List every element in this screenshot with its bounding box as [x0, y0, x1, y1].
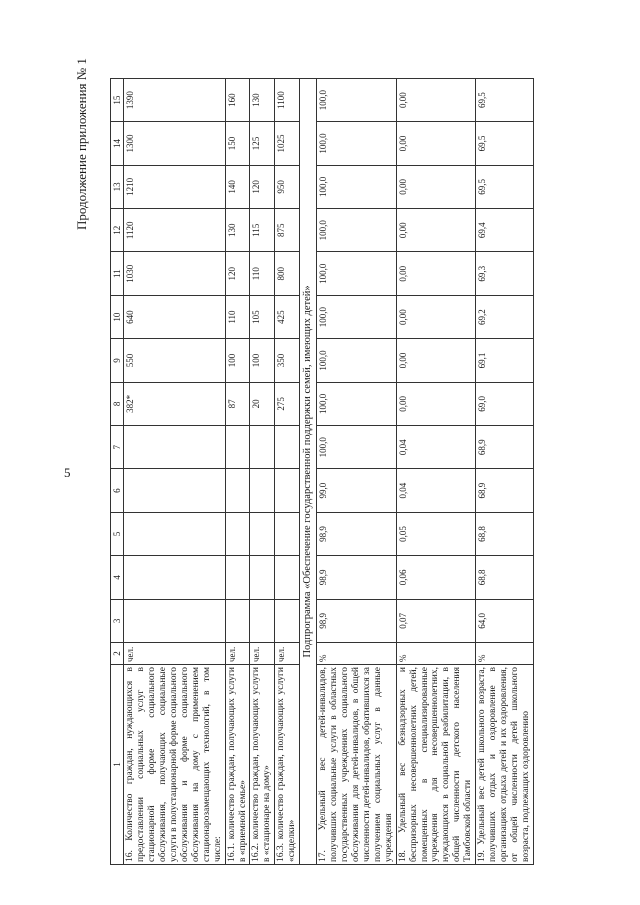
value-cell: 100,0 [317, 122, 396, 165]
value-cell: 800 [275, 252, 300, 295]
value-cell [225, 512, 250, 555]
value-cell: 382* [124, 382, 225, 425]
value-cell: 100,0 [317, 165, 396, 208]
unit-cell: % [317, 643, 396, 665]
value-cell: 125 [250, 122, 275, 165]
value-cell: 87 [225, 382, 250, 425]
indicator-name: 16. Количество граждан, нуждающихся в предоставлении социальных услуг в стационарной форме социального обслуживания, получающих социальные услуги в полустационарной форме социального обслуживания и форме социального обслуживания на дому с применением стационарозамещающих технологий, в том числе: [124, 665, 225, 865]
value-cell [225, 469, 250, 512]
value-cell: 0,07 [396, 599, 475, 642]
value-cell: 20 [250, 382, 275, 425]
value-cell [225, 426, 250, 469]
value-cell: 150 [225, 122, 250, 165]
header-row [111, 78, 124, 864]
value-cell [124, 469, 225, 512]
value-cell: 100,0 [317, 209, 396, 252]
value-cell: 98,9 [317, 512, 396, 555]
value-cell: 130 [250, 78, 275, 121]
value-cell: 100,0 [317, 78, 396, 121]
value-cell [250, 512, 275, 555]
value-cell: 275 [275, 382, 300, 425]
header-cell: 2 [111, 643, 124, 665]
value-cell [250, 599, 275, 642]
value-cell [275, 512, 300, 555]
value-cell: 98,9 [317, 556, 396, 599]
appendix-title: Продолжение приложения № 1 [74, 58, 89, 230]
value-cell [250, 426, 275, 469]
table-row [275, 78, 300, 864]
indicators-table [110, 78, 534, 865]
value-cell: 1390 [124, 78, 225, 121]
rotated-table-container [110, 79, 531, 865]
value-cell [124, 599, 225, 642]
value-cell: 550 [124, 339, 225, 382]
table-row [124, 78, 225, 864]
value-cell: 110 [250, 252, 275, 295]
table-row [250, 78, 275, 864]
header-cell: 7 [111, 426, 124, 469]
value-cell [250, 556, 275, 599]
value-cell: 99,0 [317, 469, 396, 512]
indicator-name: 16.2. количество граждан, получающих услуги в «стационаре на дому» [250, 665, 275, 865]
value-cell [275, 426, 300, 469]
value-cell: 64,0 [476, 599, 534, 642]
value-cell: 68,9 [476, 426, 534, 469]
value-cell: 875 [275, 209, 300, 252]
value-cell: 0,00 [396, 209, 475, 252]
value-cell: 425 [275, 295, 300, 338]
value-cell: 1030 [124, 252, 225, 295]
value-cell: 120 [225, 252, 250, 295]
indicator-name: 18. Удельный вес безнадзорных и беспризорных несовершеннолетних детей, помещенных в специализированные учреждения для несовершеннолетних, нуждающихся в социальной реабилитации, в общей численности детского населения Тамбовской области [396, 665, 475, 865]
header-cell: 3 [111, 599, 124, 642]
header-cell: 13 [111, 165, 124, 208]
indicator-name: 19. Удельный вес детей школьного возраста, получивших отдых и оздоровление в организациях отдыха детей и их оздоровления, от общей численности детей школьного возраста, подлежащих оздоровлению [476, 665, 534, 865]
value-cell: 950 [275, 165, 300, 208]
value-cell [225, 599, 250, 642]
header-cell: 6 [111, 469, 124, 512]
value-cell: 640 [124, 295, 225, 338]
header-cell: 15 [111, 78, 124, 121]
value-cell [225, 556, 250, 599]
value-cell [250, 469, 275, 512]
unit-cell: чел. [124, 643, 225, 665]
value-cell: 100 [250, 339, 275, 382]
value-cell: 105 [250, 295, 275, 338]
value-cell: 100,0 [317, 426, 396, 469]
subprogram-row [300, 78, 317, 864]
value-cell: 1025 [275, 122, 300, 165]
value-cell: 100,0 [317, 382, 396, 425]
value-cell: 69,5 [476, 122, 534, 165]
table-row [317, 78, 396, 864]
value-cell [275, 556, 300, 599]
value-cell: 69,3 [476, 252, 534, 295]
value-cell [275, 599, 300, 642]
value-cell: 0,04 [396, 426, 475, 469]
header-cell: 9 [111, 339, 124, 382]
value-cell: 0,00 [396, 78, 475, 121]
value-cell: 140 [225, 165, 250, 208]
table-row [396, 78, 475, 864]
value-cell: 98,9 [317, 599, 396, 642]
header-cell: 11 [111, 252, 124, 295]
header-cell: 8 [111, 382, 124, 425]
header-cell: 5 [111, 512, 124, 555]
table-row [476, 78, 534, 864]
value-cell [124, 556, 225, 599]
indicator-name: 16.1. количество граждан, получающих услуги в «приемной семье» [225, 665, 250, 865]
value-cell: 69,5 [476, 78, 534, 121]
value-cell [275, 469, 300, 512]
value-cell: 100 [225, 339, 250, 382]
value-cell: 1100 [275, 78, 300, 121]
unit-cell: % [396, 643, 475, 665]
value-cell: 0,00 [396, 252, 475, 295]
value-cell: 0,00 [396, 339, 475, 382]
value-cell: 0,00 [396, 382, 475, 425]
value-cell: 350 [275, 339, 300, 382]
value-cell: 100,0 [317, 339, 396, 382]
value-cell [124, 512, 225, 555]
unit-cell: % [476, 643, 534, 665]
value-cell [124, 426, 225, 469]
value-cell: 68,8 [476, 512, 534, 555]
unit-cell: чел. [225, 643, 250, 665]
value-cell: 115 [250, 209, 275, 252]
header-cell: 10 [111, 295, 124, 338]
unit-cell: чел. [275, 643, 300, 665]
subprogram-title: Подпрограмма «Обеспечение государственной поддержки семей, имеющих детей» [300, 78, 317, 864]
value-cell: 100,0 [317, 295, 396, 338]
value-cell: 69,1 [476, 339, 534, 382]
value-cell: 0,00 [396, 165, 475, 208]
value-cell: 69,5 [476, 165, 534, 208]
value-cell: 1120 [124, 209, 225, 252]
value-cell: 0,00 [396, 122, 475, 165]
value-cell: 0,04 [396, 469, 475, 512]
table-row [225, 78, 250, 864]
value-cell: 110 [225, 295, 250, 338]
value-cell: 1210 [124, 165, 225, 208]
indicator-name: 17. Удельный вес детей-инвалидов, получивших социальные услуги в областных государственных учреждениях социального обслуживания для детей-инвалидов, в общей численности детей-инвалидов, обратившихся за получением социальных услуг в данные учреждения [317, 665, 396, 865]
value-cell: 69,0 [476, 382, 534, 425]
indicator-name: 16.3. количество граждан, получающих услуги «сиделки» [275, 665, 300, 865]
value-cell: 0,00 [396, 295, 475, 338]
value-cell: 100,0 [317, 252, 396, 295]
header-cell: 4 [111, 556, 124, 599]
value-cell: 68,8 [476, 556, 534, 599]
header-cell: 14 [111, 122, 124, 165]
page-number: 5 [64, 465, 71, 480]
value-cell: 130 [225, 209, 250, 252]
value-cell: 0,06 [396, 556, 475, 599]
value-cell: 69,4 [476, 209, 534, 252]
header-cell: 1 [111, 665, 124, 865]
value-cell: 1300 [124, 122, 225, 165]
unit-cell: чел. [250, 643, 275, 665]
value-cell: 160 [225, 78, 250, 121]
value-cell: 120 [250, 165, 275, 208]
header-cell: 12 [111, 209, 124, 252]
value-cell: 69,2 [476, 295, 534, 338]
value-cell: 0,05 [396, 512, 475, 555]
value-cell: 68,9 [476, 469, 534, 512]
